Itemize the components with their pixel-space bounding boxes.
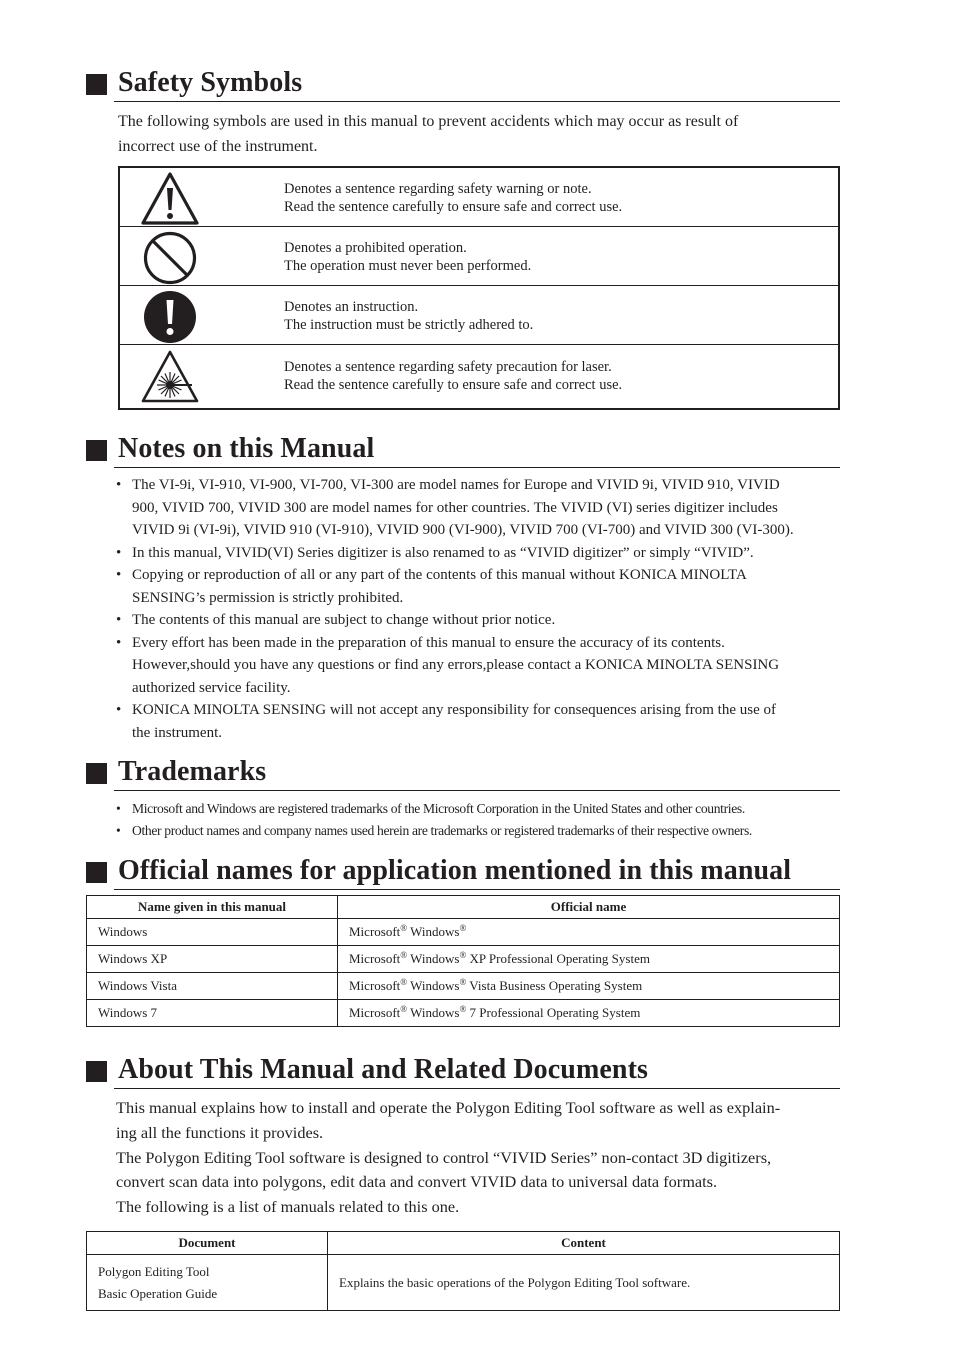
symbol-description: Denotes a sentence regarding safety warning or note. Read the sentence carefully to ensure safe and correct use.	[284, 181, 623, 215]
name-cell: Windows 7	[87, 1000, 338, 1027]
trademarks-bullet-list	[118, 798, 842, 842]
list-item: • Every effort has been made in the preparation of this manual to ensure the accuracy of its contents. However,should you have any questions or find any errors,please contact a KONICA MINOLTA SENSING authorized service facility.	[118, 632, 842, 700]
notes-bullet-list	[118, 474, 842, 744]
official-names-section-heading	[86, 855, 840, 890]
name-cell: Windows	[87, 919, 338, 946]
heading-rule	[114, 790, 840, 791]
official-name-cell: Microsoft® Windows® Vista Business Operating System	[338, 973, 840, 1000]
heading-square-marker	[86, 862, 107, 883]
official-name-cell: Microsoft® Windows®	[338, 919, 840, 946]
name-cell: Windows Vista	[87, 973, 338, 1000]
heading-rule	[114, 1088, 840, 1089]
table-row	[87, 919, 840, 946]
table-header-row	[87, 896, 840, 919]
symbol-description: Denotes an instruction. The instruction must be strictly adhered to.	[284, 299, 534, 333]
official-name-cell: Microsoft® Windows® 7 Professional Operating System	[338, 1000, 840, 1027]
laser-warning-icon	[140, 348, 200, 404]
content-cell: Explains the basic operations of the Polygon Editing Tool software.	[328, 1255, 840, 1311]
prohibited-icon	[140, 229, 200, 285]
about-paragraph: This manual explains how to install and operate the Polygon Editing Tool software as well as explain- ing all the functions it provides. The Polygon Editing Tool software is designed to control “VIVID Series” non-contact 3D digitizers, convert scan data into polygons, edit data and convert VIVID data to universal data formats. The following is a list of manuals related to this one.	[116, 1098, 781, 1217]
heading-rule	[114, 467, 840, 468]
list-item: • The contents of this manual are subject to change without prior notice.	[118, 609, 842, 632]
table-row	[87, 1255, 840, 1311]
symbol-row	[120, 345, 838, 406]
heading-rule	[114, 889, 840, 890]
list-item: • KONICA MINOLTA SENSING will not accept any responsibility for consequences arising from the use of the instrument.	[118, 699, 842, 744]
section-title: About This Manual and Related Documents	[118, 1054, 649, 1085]
list-item: • In this manual, VIVID(VI) Series digitizer is also renamed to as “VIVID digitizer” or simply “VIVID”.	[118, 542, 842, 565]
official-name-cell: Microsoft® Windows® XP Professional Operating System	[338, 946, 840, 973]
about-section-heading	[86, 1054, 840, 1089]
column-header: Content	[328, 1232, 840, 1255]
list-item: • Microsoft and Windows are registered trademarks of the Microsoft Corporation in the United States and other countries.	[118, 798, 842, 820]
table-row	[87, 946, 840, 973]
section-title: Notes on this Manual	[118, 433, 375, 464]
notes-section-heading	[86, 433, 840, 468]
heading-square-marker	[86, 440, 107, 461]
section-title: Safety Symbols	[118, 67, 303, 98]
column-header: Document	[87, 1232, 328, 1255]
table-row	[87, 973, 840, 1000]
related-documents-table	[86, 1231, 840, 1311]
safety-symbols-table	[118, 166, 840, 410]
symbol-description: Denotes a prohibited operation. The operation must never been performed.	[284, 240, 532, 274]
heading-square-marker	[86, 763, 107, 784]
document-cell: Polygon Editing Tool Basic Operation Guide	[87, 1255, 328, 1311]
table-row	[87, 1000, 840, 1027]
column-header: Official name	[338, 896, 840, 919]
instruction-icon	[140, 288, 200, 344]
section-title: Trademarks	[118, 756, 267, 787]
trademarks-section-heading	[86, 756, 840, 791]
official-names-table	[86, 895, 840, 1027]
list-item: • The VI-9i, VI-910, VI-900, VI-700, VI-300 are model names for Europe and VIVID 9i, VIVID 910, VIVID 900, VIVID 700, VIVID 300 are model names for other countries. The VIVID (VI) series digitizer includes VIVID 9i (VI-9i), VIVID 910 (VI-910), VIVID 900 (VI-900), VIVID 700 (VI-700) and VIVID 300 (VI-300).	[118, 474, 842, 542]
list-item: • Other product names and company names used herein are trademarks or registered trademarks of their respective owners.	[118, 820, 842, 842]
list-item: • Copying or reproduction of all or any part of the contents of this manual without KONICA MINOLTA SENSING’s permission is strictly prohibited.	[118, 564, 842, 609]
safety-intro: The following symbols are used in this manual to prevent accidents which may occur as result of incorrect use of the instrument.	[118, 113, 739, 155]
symbol-row	[120, 168, 838, 227]
warning-triangle-icon	[140, 170, 200, 226]
heading-rule	[114, 101, 840, 102]
section-title: Official names for application mentioned in this manual	[118, 855, 792, 886]
heading-square-marker	[86, 1061, 107, 1082]
symbol-row	[120, 227, 838, 286]
heading-square-marker	[86, 74, 107, 95]
name-cell: Windows XP	[87, 946, 338, 973]
column-header: Name given in this manual	[87, 896, 338, 919]
safety-section-heading	[86, 67, 840, 102]
table-header-row	[87, 1232, 840, 1255]
symbol-description: Denotes a sentence regarding safety precaution for laser. Read the sentence carefully to ensure safe and correct use.	[284, 359, 623, 393]
symbol-row	[120, 286, 838, 345]
